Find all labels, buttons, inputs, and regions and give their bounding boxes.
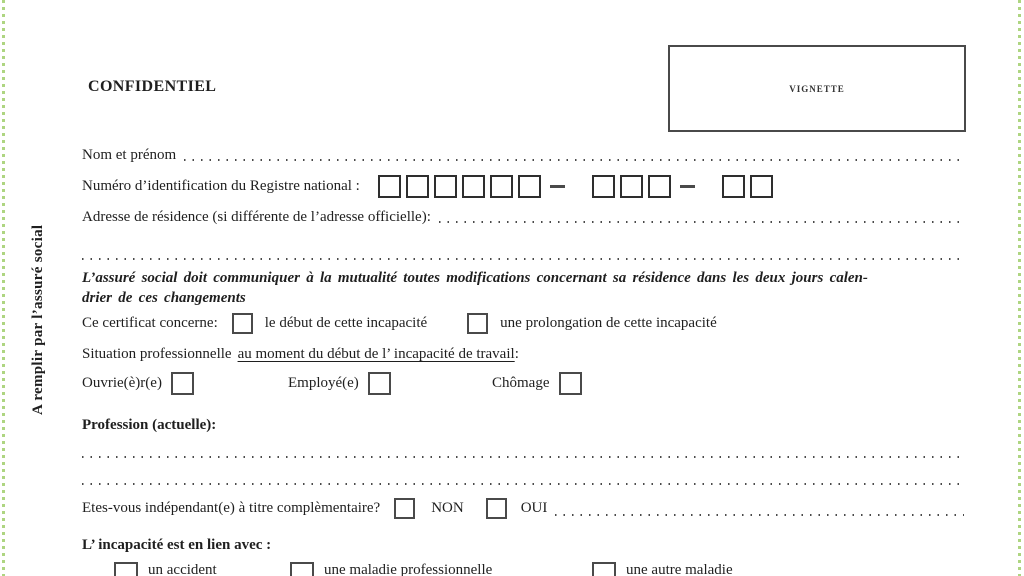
register-digit-group-2 [592, 175, 671, 198]
incapacity-link-row [82, 537, 964, 554]
vignette-box [668, 45, 966, 132]
register-digit-box[interactable] [406, 175, 429, 198]
register-digit-box[interactable] [750, 175, 773, 198]
vignette-label: VIGNETTE [789, 83, 845, 94]
register-digit-box[interactable] [518, 175, 541, 198]
name-fill-line[interactable] [184, 159, 964, 161]
profession-fill-line-1[interactable] [82, 456, 964, 458]
profession-row [82, 417, 964, 434]
register-dash-icon [680, 185, 695, 188]
occupational-disease-option [290, 556, 492, 576]
certificate-start-checkbox[interactable] [232, 313, 253, 334]
incapacity-cause-row [82, 556, 964, 576]
employee-checkbox[interactable] [368, 372, 391, 395]
occupational-disease-checkbox[interactable] [290, 562, 314, 576]
address-label: Adresse de résidence (si différente de l’adresse officielle): [82, 209, 431, 225]
certificate-concerns-row [82, 313, 964, 334]
name-label: Nom et prénom [82, 147, 177, 163]
national-register-row [82, 175, 964, 198]
register-digit-box[interactable] [490, 175, 513, 198]
certificate-prolongation-label: une prolongation de cette incapacité [500, 315, 717, 331]
independent-yes-label: OUI [520, 500, 548, 516]
register-digit-box[interactable] [620, 175, 643, 198]
register-digit-box[interactable] [378, 175, 401, 198]
left-green-dashed-border [2, 0, 5, 576]
independent-question-label: Etes-vous indépendant(e) à titre complèmentaire? [82, 500, 381, 516]
national-register-label: Numéro d’identification du Registre national : [82, 178, 360, 194]
register-digit-box[interactable] [434, 175, 457, 198]
mutuality-notice-line2: drier de ces changements [82, 290, 246, 306]
register-digit-box[interactable] [462, 175, 485, 198]
mutuality-notice-line1: L’assuré social doit communiquer à la mutualité toutes modifications concernant sa résidence dans les deux jours calen- [82, 270, 868, 286]
incapacity-link-label: L’ incapacité est en lien avec : [82, 537, 272, 553]
register-digit-box[interactable] [592, 175, 615, 198]
address-row [82, 209, 964, 226]
situation-colon: : [514, 346, 519, 362]
certificate-start-label: le début de cette incapacité [264, 315, 428, 331]
register-digit-box[interactable] [648, 175, 671, 198]
situation-underlined-text: au moment du début de l’ incapacité de travail [237, 346, 515, 362]
mutuality-notice [82, 268, 968, 308]
independent-no-label: NON [431, 500, 464, 516]
certificate-prolongation-checkbox[interactable] [467, 313, 488, 334]
unemployment-label: Chômage [492, 375, 550, 391]
other-disease-checkbox[interactable] [592, 562, 616, 576]
other-disease-label: une autre maladie [626, 562, 733, 576]
confidential-heading: CONFIDENTIEL [88, 78, 217, 95]
certificate-concerns-label: Ce certificat concerne: [82, 315, 218, 331]
sidebar-vertical-label: A remplir par l’assuré social [30, 224, 46, 416]
independent-yes-checkbox[interactable] [486, 498, 507, 519]
independent-detail-fill-line[interactable] [555, 514, 964, 516]
register-digit-group-3 [722, 175, 773, 198]
name-row [82, 147, 964, 164]
worker-option [82, 372, 194, 395]
employee-option [288, 372, 391, 395]
unemployment-checkbox[interactable] [559, 372, 582, 395]
unemployment-option [492, 372, 582, 395]
register-digit-group-1 [378, 175, 541, 198]
register-dash-icon [550, 185, 565, 188]
address-fill-line[interactable] [439, 221, 964, 223]
work-status-row [82, 372, 964, 398]
accident-label: un accident [148, 562, 217, 576]
professional-situation-label: Situation professionnelle [82, 346, 232, 362]
occupational-disease-label: une maladie professionnelle [324, 562, 493, 576]
other-disease-option [592, 556, 733, 576]
register-digit-box[interactable] [722, 175, 745, 198]
independent-question-row [82, 498, 964, 519]
accident-checkbox[interactable] [114, 562, 138, 576]
right-green-dashed-border [1018, 0, 1021, 576]
profession-label: Profession (actuelle): [82, 417, 217, 433]
professional-situation-row [82, 346, 964, 363]
address-fill-line-2[interactable] [82, 258, 964, 260]
worker-checkbox[interactable] [171, 372, 194, 395]
employee-label: Employé(e) [288, 375, 359, 391]
profession-fill-line-2[interactable] [82, 483, 964, 485]
accident-option [114, 556, 217, 576]
independent-no-checkbox[interactable] [394, 498, 415, 519]
worker-label: Ouvrie(è)r(e) [82, 375, 162, 391]
